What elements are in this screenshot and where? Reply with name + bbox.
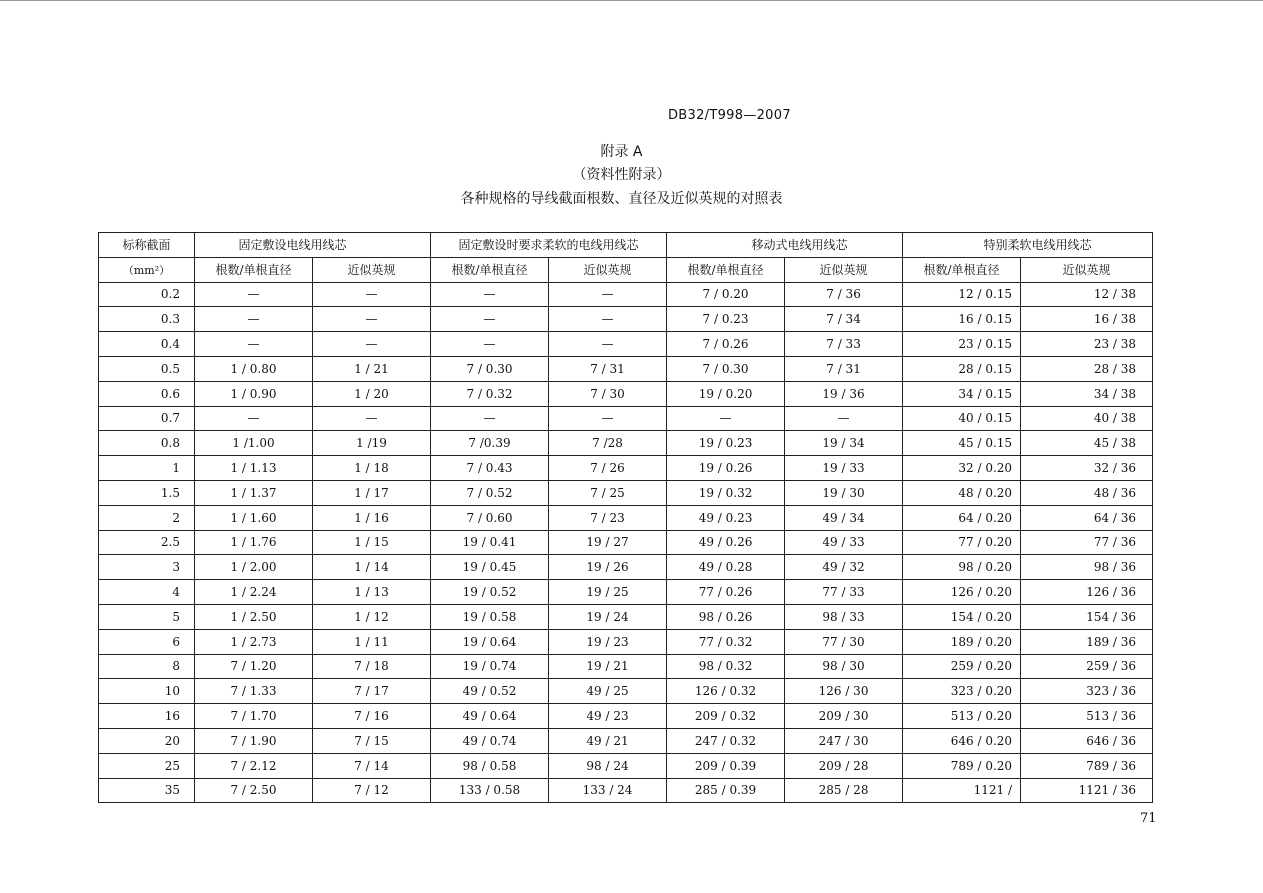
cell-flex-awg: 19 / 27 [549,530,667,555]
cell-section: 0.6 [99,381,195,406]
header-col-awg: 近似英规 [313,257,431,282]
table-header-row-columns [99,257,1153,282]
cell-fixed-awg: 1 / 18 [313,456,431,481]
cell-mobile-awg: 285 / 28 [785,778,903,803]
cell-special-dia: 12 / 0.15 [903,282,1021,307]
cell-section: 0.3 [99,307,195,332]
cell-section: 0.8 [99,431,195,456]
cell-fixed-dia: 1 / 1.37 [195,480,313,505]
cell-mobile-awg: 98 / 30 [785,654,903,679]
cell-fixed-dia: 1 / 0.90 [195,381,313,406]
cell-special-dia: 48 / 0.20 [903,480,1021,505]
cell-flex-awg: — [549,332,667,357]
cell-fixed-dia: — [195,307,313,332]
cell-flex-awg: 49 / 21 [549,728,667,753]
cell-fixed-awg: 1 / 12 [313,604,431,629]
cell-mobile-dia: 19 / 0.32 [667,480,785,505]
cell-flex-dia: 19 / 0.41 [431,530,549,555]
table-row [99,530,1153,555]
cell-section: 1 [99,456,195,481]
page-number: 71 [1140,811,1157,826]
table-row [99,406,1153,431]
cell-section: 2.5 [99,530,195,555]
cell-mobile-dia: 77 / 0.32 [667,629,785,654]
header-group-flexible: 固定敷设时要求柔软的电线用线芯 [431,233,667,258]
cell-special-dia: 77 / 0.20 [903,530,1021,555]
cell-fixed-dia: 7 / 2.50 [195,778,313,803]
header-col-dia: 根数/单根直径 [431,257,549,282]
cell-special-awg: 32 / 36 [1021,456,1153,481]
cell-flex-awg: 49 / 25 [549,679,667,704]
cell-fixed-dia: 1 / 0.80 [195,356,313,381]
cell-mobile-awg: 19 / 30 [785,480,903,505]
cell-mobile-dia: 126 / 0.32 [667,679,785,704]
cell-flex-dia: 19 / 0.74 [431,654,549,679]
cell-mobile-awg: 49 / 33 [785,530,903,555]
cell-flex-awg: 133 / 24 [549,778,667,803]
cell-special-awg: 45 / 38 [1021,431,1153,456]
cell-flex-dia: 19 / 0.45 [431,555,549,580]
cell-fixed-dia: — [195,406,313,431]
cell-flex-dia: 133 / 0.58 [431,778,549,803]
cell-flex-awg: — [549,307,667,332]
cell-special-awg: 126 / 36 [1021,580,1153,605]
cell-section: 0.5 [99,356,195,381]
header-col-awg: 近似英规 [1021,257,1153,282]
table-row [99,332,1153,357]
table-row [99,728,1153,753]
header-unit-label: （mm²） [99,257,195,282]
cell-fixed-awg: — [313,332,431,357]
cell-special-awg: 77 / 36 [1021,530,1153,555]
cell-fixed-dia: 7 / 1.90 [195,728,313,753]
cell-mobile-awg: — [785,406,903,431]
cell-fixed-dia: 7 / 1.20 [195,654,313,679]
table-row [99,456,1153,481]
cell-section: 35 [99,778,195,803]
table-row [99,356,1153,381]
cell-mobile-dia: — [667,406,785,431]
cell-special-dia: 98 / 0.20 [903,555,1021,580]
cell-special-dia: 189 / 0.20 [903,629,1021,654]
cell-mobile-dia: 49 / 0.26 [667,530,785,555]
cell-flex-dia: — [431,307,549,332]
cell-section: 5 [99,604,195,629]
table-row [99,282,1153,307]
table-row [99,505,1153,530]
cell-fixed-awg: 1 / 21 [313,356,431,381]
appendix-note: （资料性附录） [572,167,671,183]
cell-mobile-awg: 247 / 30 [785,728,903,753]
cell-fixed-awg: — [313,307,431,332]
cell-section: 0.7 [99,406,195,431]
cell-mobile-awg: 49 / 34 [785,505,903,530]
header-group-mobile: 移动式电线用线芯 [667,233,903,258]
cell-mobile-dia: 19 / 0.26 [667,456,785,481]
header-section-label: 标称截面 [99,233,195,258]
header-col-dia: 根数/单根直径 [195,257,313,282]
cell-special-dia: 34 / 0.15 [903,381,1021,406]
cell-mobile-dia: 98 / 0.32 [667,654,785,679]
cell-special-dia: 32 / 0.20 [903,456,1021,481]
cell-fixed-awg: 7 / 12 [313,778,431,803]
cell-fixed-awg: 1 / 13 [313,580,431,605]
cell-section: 0.2 [99,282,195,307]
cell-flex-dia: 98 / 0.58 [431,753,549,778]
cell-flex-awg: 98 / 24 [549,753,667,778]
cell-mobile-dia: 49 / 0.28 [667,555,785,580]
table-row [99,654,1153,679]
cell-fixed-dia: 1 / 2.73 [195,629,313,654]
cell-flex-awg: 7 / 31 [549,356,667,381]
cell-section: 3 [99,555,195,580]
cell-flex-awg: 7 / 26 [549,456,667,481]
cell-fixed-awg: 1 / 11 [313,629,431,654]
document-code: DB32/T998—2007 [668,108,791,123]
cell-mobile-awg: 126 / 30 [785,679,903,704]
cell-special-awg: 154 / 36 [1021,604,1153,629]
cell-special-awg: 98 / 36 [1021,555,1153,580]
cell-special-awg: 646 / 36 [1021,728,1153,753]
cell-fixed-awg: 7 / 15 [313,728,431,753]
cell-fixed-dia: 7 / 2.12 [195,753,313,778]
cell-mobile-dia: 209 / 0.32 [667,704,785,729]
cell-flex-dia: 7 / 0.60 [431,505,549,530]
cell-special-dia: 64 / 0.20 [903,505,1021,530]
table-row [99,381,1153,406]
cell-flex-awg: 7 /28 [549,431,667,456]
cell-special-dia: 259 / 0.20 [903,654,1021,679]
header-col-dia: 根数/单根直径 [903,257,1021,282]
cell-special-awg: 23 / 38 [1021,332,1153,357]
cell-flex-awg: 19 / 24 [549,604,667,629]
cell-mobile-dia: 7 / 0.23 [667,307,785,332]
cell-special-awg: 28 / 38 [1021,356,1153,381]
cell-mobile-dia: 7 / 0.26 [667,332,785,357]
cell-flex-dia: 7 / 0.43 [431,456,549,481]
cell-mobile-awg: 49 / 32 [785,555,903,580]
cell-special-dia: 126 / 0.20 [903,580,1021,605]
cell-fixed-awg: 1 / 15 [313,530,431,555]
header-group-special: 特别柔软电线用线芯 [903,233,1153,258]
cell-flex-dia: 7 / 0.32 [431,381,549,406]
cell-section: 16 [99,704,195,729]
header-col-awg: 近似英规 [549,257,667,282]
cell-flex-dia: 49 / 0.64 [431,704,549,729]
cell-mobile-awg: 7 / 34 [785,307,903,332]
cell-section: 2 [99,505,195,530]
cell-section: 10 [99,679,195,704]
cell-mobile-awg: 98 / 33 [785,604,903,629]
cell-fixed-awg: 7 / 18 [313,654,431,679]
cell-fixed-awg: 7 / 17 [313,679,431,704]
cell-section: 0.4 [99,332,195,357]
cell-mobile-awg: 19 / 36 [785,381,903,406]
cell-mobile-dia: 98 / 0.26 [667,604,785,629]
cell-special-awg: 12 / 38 [1021,282,1153,307]
table-row [99,753,1153,778]
table-header-row-groups [99,233,1153,258]
cell-special-awg: 1121 / 36 [1021,778,1153,803]
cell-special-awg: 34 / 38 [1021,381,1153,406]
cell-fixed-awg: 1 /19 [313,431,431,456]
cell-flex-dia: — [431,406,549,431]
cell-fixed-dia: 1 / 2.00 [195,555,313,580]
table-row [99,580,1153,605]
wire-spec-table [98,232,1153,803]
cell-section: 25 [99,753,195,778]
cell-mobile-awg: 77 / 30 [785,629,903,654]
top-border-line [0,0,1263,1]
cell-special-awg: 189 / 36 [1021,629,1153,654]
cell-flex-awg: 19 / 23 [549,629,667,654]
cell-fixed-awg: — [313,406,431,431]
cell-section: 4 [99,580,195,605]
cell-flex-awg: 19 / 21 [549,654,667,679]
table-row [99,704,1153,729]
table-title: 各种规格的导线截面根数、直径及近似英规的对照表 [460,191,783,207]
cell-special-dia: 154 / 0.20 [903,604,1021,629]
cell-fixed-dia: 1 / 1.60 [195,505,313,530]
cell-flex-dia: 49 / 0.52 [431,679,549,704]
cell-special-awg: 40 / 38 [1021,406,1153,431]
cell-flex-dia: 19 / 0.52 [431,580,549,605]
cell-flex-dia: — [431,332,549,357]
cell-mobile-awg: 19 / 33 [785,456,903,481]
cell-flex-dia: — [431,282,549,307]
cell-mobile-awg: 209 / 30 [785,704,903,729]
cell-flex-awg: 7 / 23 [549,505,667,530]
cell-fixed-dia: 1 / 2.50 [195,604,313,629]
cell-flex-dia: 19 / 0.64 [431,629,549,654]
cell-mobile-awg: 7 / 36 [785,282,903,307]
cell-fixed-awg: 1 / 16 [313,505,431,530]
table-row [99,679,1153,704]
cell-fixed-dia: — [195,332,313,357]
cell-section: 20 [99,728,195,753]
cell-mobile-dia: 19 / 0.20 [667,381,785,406]
table-row [99,480,1153,505]
cell-special-dia: 789 / 0.20 [903,753,1021,778]
cell-special-dia: 513 / 0.20 [903,704,1021,729]
cell-fixed-dia: 1 /1.00 [195,431,313,456]
table-row [99,778,1153,803]
cell-mobile-awg: 209 / 28 [785,753,903,778]
cell-special-awg: 259 / 36 [1021,654,1153,679]
cell-special-dia: 23 / 0.15 [903,332,1021,357]
cell-special-awg: 64 / 36 [1021,505,1153,530]
cell-section: 6 [99,629,195,654]
header-group-fixed: 固定敷设电线用线芯 [195,233,431,258]
cell-special-awg: 323 / 36 [1021,679,1153,704]
cell-flex-dia: 49 / 0.74 [431,728,549,753]
cell-mobile-dia: 7 / 0.30 [667,356,785,381]
cell-fixed-dia: 1 / 1.76 [195,530,313,555]
cell-flex-awg: — [549,282,667,307]
appendix-heading: 附录 A [600,144,643,160]
cell-mobile-awg: 77 / 33 [785,580,903,605]
cell-flex-awg: — [549,406,667,431]
table-row [99,555,1153,580]
cell-special-awg: 513 / 36 [1021,704,1153,729]
cell-fixed-awg: 7 / 14 [313,753,431,778]
cell-fixed-dia: 1 / 2.24 [195,580,313,605]
cell-mobile-awg: 7 / 31 [785,356,903,381]
table-row [99,431,1153,456]
cell-flex-awg: 7 / 25 [549,480,667,505]
table-row [99,307,1153,332]
cell-mobile-dia: 19 / 0.23 [667,431,785,456]
cell-special-dia: 45 / 0.15 [903,431,1021,456]
cell-flex-awg: 19 / 26 [549,555,667,580]
cell-fixed-awg: 1 / 14 [313,555,431,580]
cell-fixed-dia: 7 / 1.70 [195,704,313,729]
cell-fixed-dia: — [195,282,313,307]
cell-fixed-awg: — [313,282,431,307]
header-col-dia: 根数/单根直径 [667,257,785,282]
cell-flex-dia: 7 / 0.52 [431,480,549,505]
cell-fixed-dia: 1 / 1.13 [195,456,313,481]
cell-fixed-awg: 7 / 16 [313,704,431,729]
cell-special-dia: 323 / 0.20 [903,679,1021,704]
cell-fixed-awg: 1 / 20 [313,381,431,406]
cell-mobile-dia: 247 / 0.32 [667,728,785,753]
cell-fixed-dia: 7 / 1.33 [195,679,313,704]
table-row [99,604,1153,629]
table-row [99,629,1153,654]
cell-flex-awg: 19 / 25 [549,580,667,605]
cell-special-dia: 40 / 0.15 [903,406,1021,431]
cell-mobile-dia: 49 / 0.23 [667,505,785,530]
cell-mobile-awg: 7 / 33 [785,332,903,357]
cell-mobile-dia: 77 / 0.26 [667,580,785,605]
header-col-awg: 近似英规 [785,257,903,282]
cell-flex-dia: 7 /0.39 [431,431,549,456]
table-body [99,282,1153,803]
cell-special-dia: 28 / 0.15 [903,356,1021,381]
cell-special-awg: 48 / 36 [1021,480,1153,505]
cell-special-awg: 16 / 38 [1021,307,1153,332]
cell-flex-awg: 7 / 30 [549,381,667,406]
cell-flex-awg: 49 / 23 [549,704,667,729]
cell-fixed-awg: 1 / 17 [313,480,431,505]
cell-mobile-dia: 209 / 0.39 [667,753,785,778]
cell-mobile-dia: 285 / 0.39 [667,778,785,803]
cell-mobile-awg: 19 / 34 [785,431,903,456]
cell-special-awg: 789 / 36 [1021,753,1153,778]
cell-mobile-dia: 7 / 0.20 [667,282,785,307]
cell-flex-dia: 19 / 0.58 [431,604,549,629]
cell-special-dia: 16 / 0.15 [903,307,1021,332]
cell-special-dia: 646 / 0.20 [903,728,1021,753]
cell-special-dia: 1121 / [903,778,1021,803]
cell-section: 8 [99,654,195,679]
cell-section: 1.5 [99,480,195,505]
cell-flex-dia: 7 / 0.30 [431,356,549,381]
